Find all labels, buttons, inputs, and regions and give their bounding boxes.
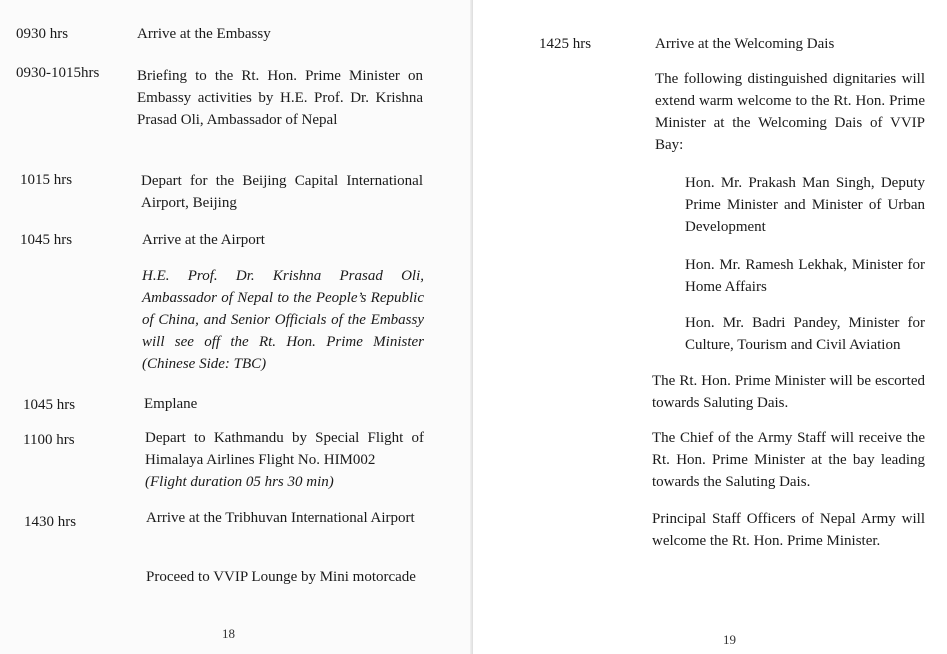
schedule-description: Proceed to VVIP Lounge by Mini motorcade: [146, 569, 416, 585]
schedule-time: 1425 hrs: [539, 36, 592, 52]
schedule-description: Depart for the Beijing Capital International Airport, Beijing: [141, 173, 423, 211]
schedule-description: Arrive at the Airport: [142, 232, 265, 248]
schedule-description: Briefing to the Rt. Hon. Prime Minister on Embassy activities by H.E. Prof. Dr. Krishna Prasad Oli, Ambassador of Nepal: [137, 68, 423, 128]
dignitary-entry: Hon. Mr. Ramesh Lekhak, Minister for Home Affairs: [685, 257, 925, 295]
body-paragraph: The Chief of the Army Staff will receive the Rt. Hon. Prime Minister at the bay leading towards the Saluting Dais.: [652, 430, 925, 490]
right-page: [473, 0, 947, 654]
schedule-description: Emplane: [144, 396, 198, 412]
schedule-description: Arrive at the Welcoming Dais: [655, 36, 835, 52]
page-number: 19: [723, 632, 736, 647]
schedule-time: 1045 hrs: [20, 232, 73, 248]
intro-paragraph: The following distinguished dignitaries will extend warm welcome to the Rt. Hon. Prime Minister at the Welcoming Dais of VVIP Bay:: [655, 71, 925, 153]
dignitary-entry: Hon. Mr. Badri Pandey, Minister for Culture, Tourism and Civil Aviation: [685, 315, 925, 353]
schedule-description: Depart to Kathmandu by Special Flight of Himalaya Airlines Flight No. HIM002: [145, 430, 424, 468]
body-paragraph: The Rt. Hon. Prime Minister will be escorted towards Saluting Dais.: [652, 373, 925, 411]
page-number: 18: [222, 626, 235, 641]
body-paragraph: Principal Staff Officers of Nepal Army will welcome the Rt. Hon. Prime Minister.: [652, 511, 925, 549]
schedule-time: 0930-1015hrs: [16, 65, 100, 81]
schedule-note: H.E. Prof. Dr. Krishna Prasad Oli, Ambassador of Nepal to the People’s Republic of China, and Senior Officials of the Embassy will see off the Rt. Hon. Prime Minister (Chinese Side: TBC): [142, 268, 424, 372]
schedule-description: Arrive at the Embassy: [137, 26, 271, 42]
schedule-time: 1100 hrs: [23, 432, 75, 448]
schedule-time: 0930 hrs: [16, 26, 69, 42]
schedule-time: 1015 hrs: [20, 172, 73, 188]
schedule-time: 1045 hrs: [23, 397, 76, 413]
left-page: [0, 0, 472, 654]
dignitary-entry: Hon. Mr. Prakash Man Singh, Deputy Prime Minister and Minister of Urban Development: [685, 175, 925, 235]
schedule-note: (Flight duration 05 hrs 30 min): [145, 474, 334, 490]
schedule-time: 1430 hrs: [24, 514, 77, 530]
schedule-description: Arrive at the Tribhuvan International Airport: [146, 510, 415, 526]
